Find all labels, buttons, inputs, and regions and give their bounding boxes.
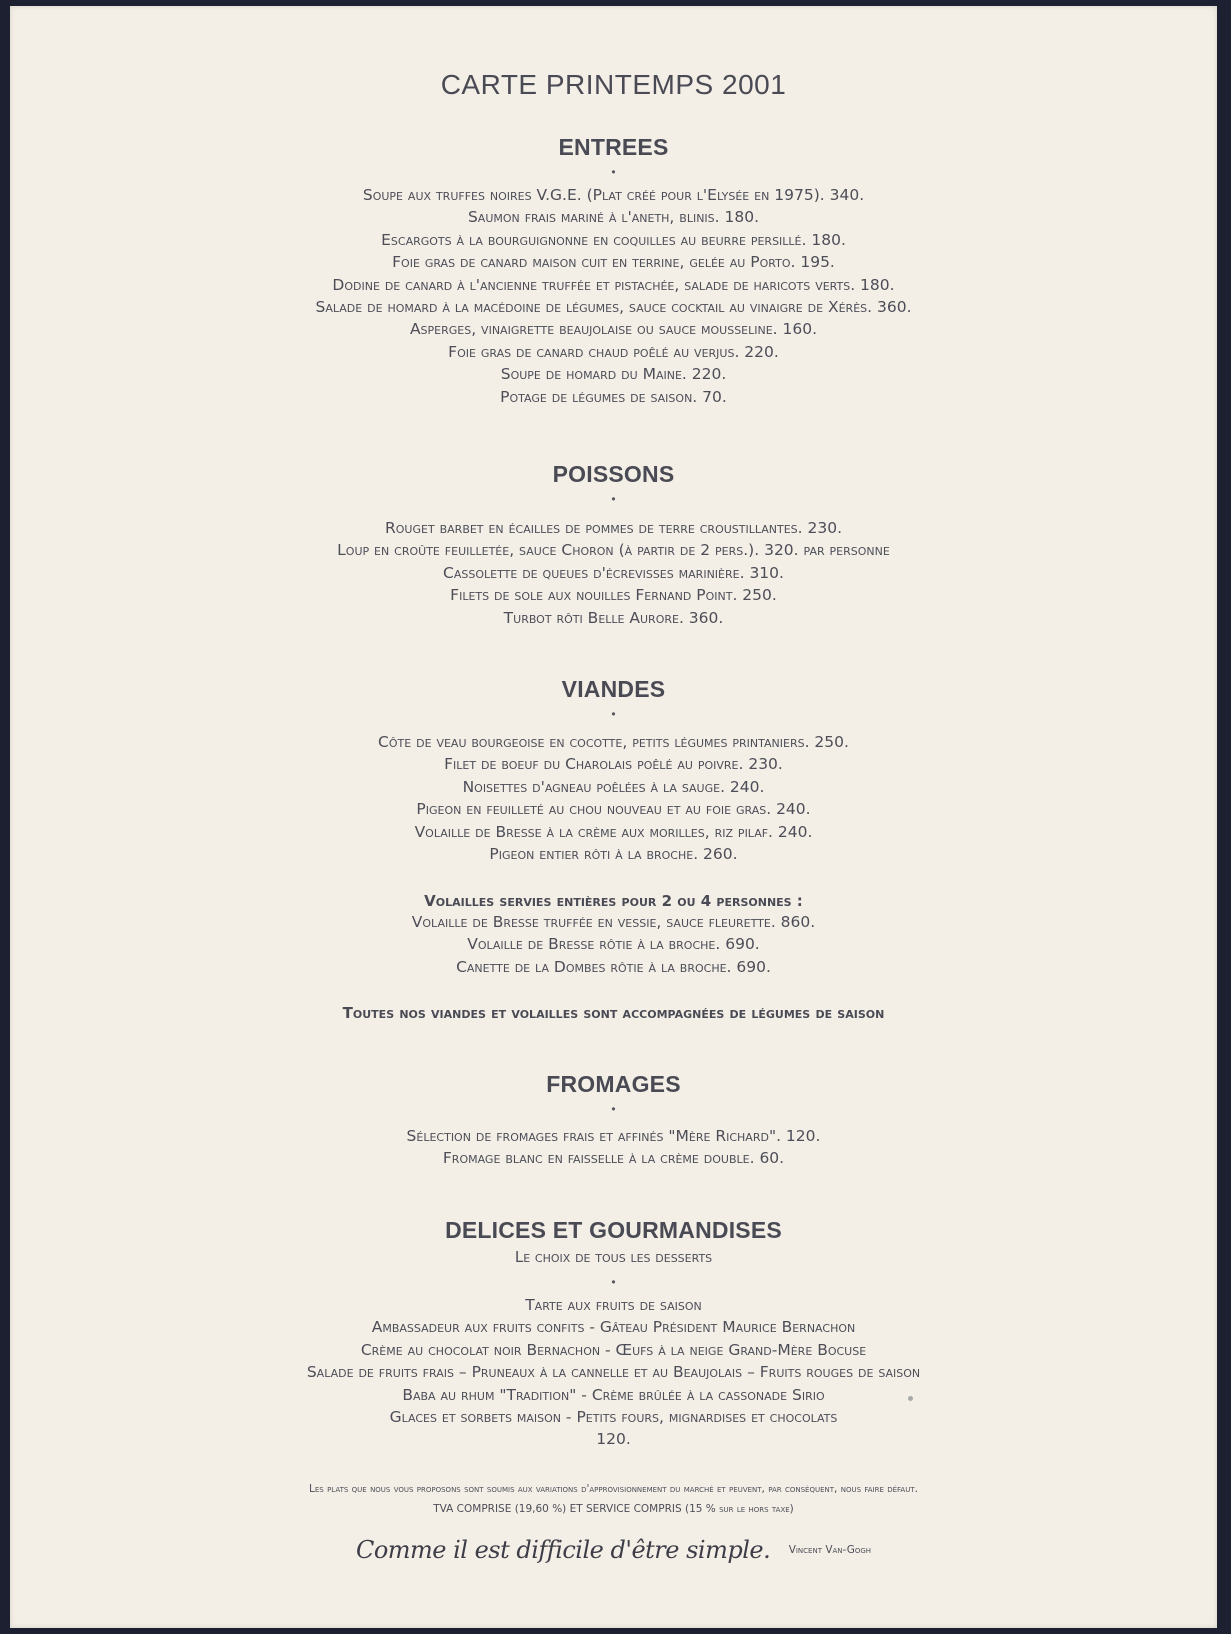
section-title-fromages: FROMAGES [546, 1071, 681, 1097]
list-item: Loup en croûte feuilletée, sauce Choron (à partir de 2 pers.). 320. par personne [337, 541, 890, 560]
volailles-list [10, 911, 1217, 978]
list-item: Potage de légumes de saison. 70. [500, 387, 727, 406]
list-item: Glaces et sorbets maison - Petits fours, mignardises et chocolats [389, 1408, 838, 1427]
list-item: Côte de veau bourgeoise en cocotte, petits légumes printaniers. 250. [378, 733, 849, 751]
list-item: Volaille de Bresse à la crème aux morilles, riz pilaf. 240. [414, 822, 813, 841]
viandes-list [10, 731, 1217, 865]
list-item: Filet de boeuf du Charolais poêlé au poivre. 230. [444, 755, 783, 774]
paper-speck [908, 1396, 913, 1401]
list-item: Volaille de Bresse truffée en vessie, sauce fleurette. 860. [411, 913, 816, 931]
quote-text: Comme il est difficile d'être simple. [355, 1536, 771, 1564]
list-item: Fromage blanc en faisselle à la crème double. 60. [442, 1149, 785, 1168]
viandes-note: Toutes nos viandes et volailles sont accompagnées de légumes de saison [342, 1004, 885, 1022]
list-item: Salade de fruits frais – Pruneaux à la cannelle et au Beaujolais – Fruits rouges de saison [306, 1363, 921, 1382]
section-bullet: • [611, 492, 616, 506]
list-item: Turbot rôti Belle Aurore. 360. [503, 608, 724, 627]
section-title-entrees: ENTREES [558, 134, 669, 160]
menu-sheet [10, 6, 1217, 1628]
footer-disclaimer: Les plats que nous vous proposons sont soumis aux variations d'approvisionnement du marché et peuvent, par conséquent, nous faire défaut. [309, 1483, 918, 1495]
list-item: Asperges, vinaigrette beaujolaise ou sauce mousseline. 160. [409, 320, 818, 339]
section-title-poissons: POISSONS [552, 461, 675, 487]
list-item: Soupe aux truffes noires V.G.E. (Plat créé pour l'Elysée en 1975). 340. [362, 186, 865, 204]
section-title-delices: DELICES ET GOURMANDISES [445, 1217, 782, 1243]
quote-author: Vincent Van-Gogh [788, 1544, 872, 1556]
menu-title: CARTE PRINTEMPS 2001 [440, 69, 787, 100]
list-item: Ambassadeur aux fruits confits - Gâteau Président Maurice Bernachon [371, 1318, 856, 1337]
list-item: Cassolette de queues d'écrevisses marinière. 310. [443, 563, 784, 582]
list-item: Filets de sole aux nouilles Fernand Point. 250. [450, 586, 777, 605]
list-item: Baba au rhum "Tradition" - Crème brûlée à la cassonade Sirio [402, 1385, 825, 1404]
footer-tax: TVA COMPRISE (19,60 %) ET SERVICE COMPRIS (15 % sur le hors taxe) [433, 1503, 794, 1515]
list-item: Noisettes d'agneau poêlées à la sauge. 240. [462, 777, 765, 796]
volailles-heading: Volailles servies entières pour 2 ou 4 personnes : [424, 892, 803, 910]
delices-subtitle: Le choix de tous les desserts [514, 1248, 713, 1266]
list-item: 120. [596, 1430, 631, 1449]
poissons-list [10, 517, 1217, 629]
entrees-list [10, 184, 1217, 408]
list-item: Pigeon entier rôti à la broche. 260. [489, 845, 738, 864]
list-item: Salade de homard à la macédoine de légumes, sauce cocktail au vinaigre de Xérès. 360. [315, 298, 912, 317]
list-item: Pigeon en feuilleté au chou nouveau et au foie gras. 240. [416, 800, 811, 819]
fromages-list [10, 1125, 1217, 1170]
list-item: Sélection de fromages frais et affinés "Mère Richard". 120. [406, 1127, 821, 1145]
list-item: Escargots à la bourguignonne en coquilles au beurre persillé. 180. [381, 230, 846, 249]
section-bullet: • [611, 165, 616, 179]
list-item: Saumon frais mariné à l'aneth, blinis. 180. [467, 208, 760, 227]
list-item: Foie gras de canard chaud poêlé au verjus. 220. [448, 342, 779, 361]
list-item: Canette de la Dombes rôtie à la broche. 690. [456, 957, 771, 976]
section-bullet: • [611, 1102, 616, 1116]
list-item: Rouget barbet en écailles de pommes de terre croustillantes. 230. [385, 519, 842, 537]
section-bullet: • [611, 707, 616, 721]
section-bullet: • [611, 1275, 616, 1289]
list-item: Volaille de Bresse rôtie à la broche. 690. [467, 935, 760, 954]
list-item: Soupe de homard du Maine. 220. [500, 365, 727, 384]
list-item: Foie gras de canard maison cuit en terrine, gelée au Porto. 195. [392, 253, 835, 272]
footer-quote [10, 1536, 1217, 1564]
delices-list [10, 1294, 1217, 1451]
list-item: Dodine de canard à l'ancienne truffée et pistachée, salade de haricots verts. 180. [332, 275, 895, 294]
list-item: Tarte aux fruits de saison [525, 1296, 702, 1314]
section-title-viandes: VIANDES [561, 676, 666, 702]
list-item: Crème au chocolat noir Bernachon - Œufs à la neige Grand-Mère Bocuse [360, 1340, 867, 1359]
